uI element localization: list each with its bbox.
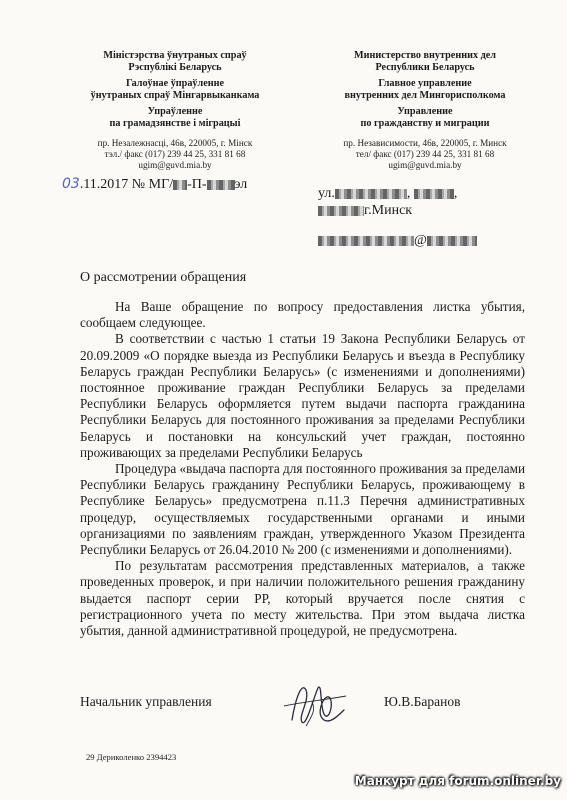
redacted-block: [318, 236, 414, 246]
paragraph: Процедура «выдача паспорта для постоянного проживания за пределами Республики Беларусь гражданину Республики Беларусь, проживающему в Республике Беларусь» предусмотрена п.11.3 Перечня административных процедур, осуществляемых государственными органами и иными организациями по заявлениям граждан, утвержденного Указом Президента Республики Беларусь от 26.04.2010 № 200 (с изменениями и дополнениями).: [80, 461, 525, 558]
unit-line-1: Упраўленне: [147, 106, 203, 117]
address: пр. Незалежнасці, 46в, 220005, г. Мінск: [97, 138, 253, 148]
handwritten-day: 03: [62, 176, 80, 192]
address: пр. Независимости, 46в, 220005, г. Минск: [343, 138, 507, 148]
redacted-block: [207, 180, 235, 190]
unit-line-2: па грамадзянстве і міграцыі: [109, 118, 241, 129]
letter-body: [80, 299, 525, 639]
registration-mid: -П-: [187, 177, 207, 192]
registration-suffix: эл: [234, 177, 248, 192]
redacted-block: [173, 180, 187, 190]
addressee-email: [318, 233, 477, 249]
department-line-2: внутренних дел Мингорисполкома: [344, 90, 506, 101]
department-line-1: Главное управление: [378, 78, 472, 89]
registration-line: [62, 176, 247, 193]
letter-subject: О рассмотрении обращения: [80, 270, 247, 285]
redacted-block: [318, 206, 364, 216]
addressee-city: [318, 203, 412, 219]
addressee-street: ул. , ,: [318, 186, 458, 201]
registration-date: .11.2017 № МГ/: [79, 177, 174, 192]
signatory-title: Начальник управления: [80, 694, 212, 709]
redacted-block: [335, 189, 407, 199]
paragraph: В соответствии с частью 1 статьи 19 Закона Республики Беларусь от 20.09.2009 «О порядке выезда из Республики Беларусь и въезда в Республику Беларусь граждан Республики Беларусь» (с изменениями и дополнениями) постоянное проживание граждан Республики Беларусь за пределами Республики Беларусь оформляется путем выдачи паспорта гражданина Республики Беларусь для постоянного проживания за пределами Республики Беларусь и постановки на консульский учет граждан, постоянно проживающих за пределами Республики Беларусь: [80, 331, 525, 460]
header-left-belarusian: [60, 50, 290, 171]
ministry-name: Міністэрства ўнутраных спраў: [103, 50, 247, 61]
forum-watermark: Манкурт для forum.onliner.by: [354, 774, 561, 788]
paragraph: По результатам рассмотрения представленных материалов, а также проведенных проверок, и при наличии положительного решения гражданину выдается паспорт серии РР, который вручается после снятия с регистрационного учета по месту жительства. При этом выдача листка убытия, данной административной процедурой, не предусмотрена.: [80, 558, 525, 639]
city: г.Минск: [364, 203, 413, 218]
redacted-block: [427, 236, 477, 246]
redacted-block: [414, 189, 454, 199]
unit-line-1: Управление: [397, 106, 453, 117]
unit-line-2: по гражданству и миграции: [360, 118, 490, 129]
header-right-russian: [300, 50, 550, 171]
street-prefix: ул.: [318, 186, 335, 201]
signatory-name: Ю.В.Баранов: [384, 694, 461, 709]
country-name: Рэспублікі Беларусь: [128, 62, 222, 73]
handwritten-signature: [272, 676, 354, 730]
email: ugim@guvd.mia.by: [388, 160, 462, 170]
executor-note: 29 Дериколенко 2394423: [86, 752, 177, 762]
country-name: Республики Беларусь: [375, 62, 475, 73]
department-line-1: Галоўнае ўпраўленне: [125, 78, 225, 89]
phone-fax: тэл./ факс (017) 239 44 25, 331 81 68: [104, 149, 246, 159]
phone-fax: тел/ факс (017) 239 44 25, 331 81 68: [355, 149, 495, 159]
department-line-2: ўнутраных спраў Мінгарвыканкама: [90, 90, 260, 101]
email-at: @: [414, 233, 427, 248]
paragraph: На Ваше обращение по вопросу предоставления листка убытия, сообщаем следующее.: [80, 299, 525, 331]
email: ugim@guvd.mia.by: [138, 160, 212, 170]
ministry-name: Министерство внутренних дел: [354, 50, 496, 61]
